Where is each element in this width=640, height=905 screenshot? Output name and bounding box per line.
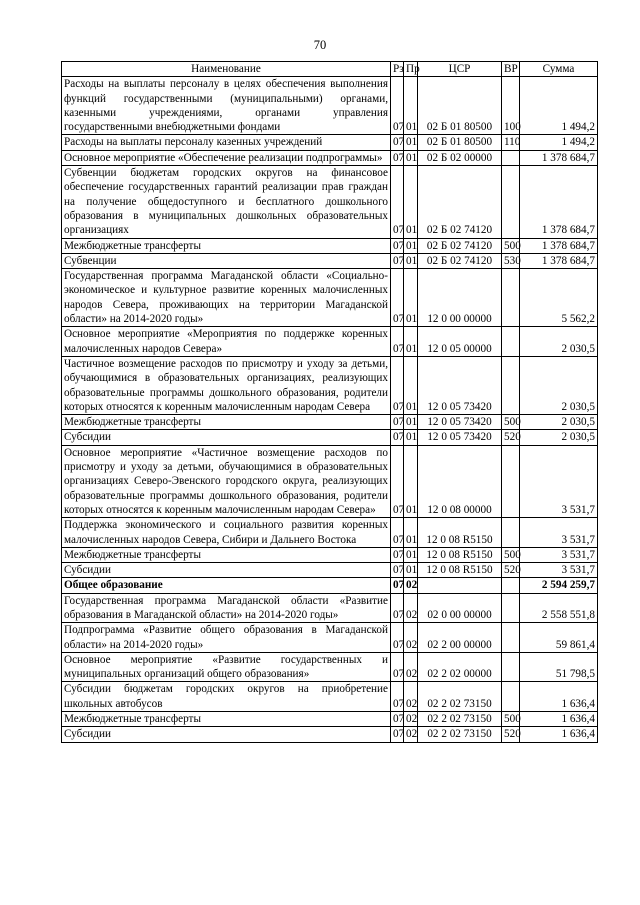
row-rz-cell: 07 (391, 563, 404, 578)
row-rz-cell: 07 (391, 712, 404, 727)
row-vr-cell: 520 (502, 727, 520, 742)
row-vr-cell (502, 682, 520, 712)
row-rz-cell: 07 (391, 150, 404, 165)
row-pr-cell: 01 (404, 238, 418, 253)
table-row (62, 593, 598, 623)
row-vr-cell (502, 445, 520, 517)
table-row (62, 356, 598, 414)
row-name-cell: Субсидии (62, 563, 391, 578)
row-sum-cell: 1 378 684,7 (520, 253, 598, 268)
row-rz-cell: 07 (391, 623, 404, 653)
row-rz-cell: 07 (391, 166, 404, 238)
table-row (62, 547, 598, 562)
row-rz-cell: 07 (391, 327, 404, 357)
table-row (62, 727, 598, 742)
column-header-name: Наименование (62, 62, 391, 77)
row-sum-cell: 1 494,2 (520, 135, 598, 150)
table-row (62, 445, 598, 517)
row-sum-cell: 1 378 684,7 (520, 166, 598, 238)
row-csr-cell: 12 0 00 00000 (418, 269, 502, 327)
table-row (62, 166, 598, 238)
row-csr-cell: 12 0 08 00000 (418, 445, 502, 517)
row-sum-cell: 1 378 684,7 (520, 150, 598, 165)
row-vr-cell (502, 150, 520, 165)
row-vr-cell: 110 (502, 135, 520, 150)
table-header-row (62, 62, 598, 77)
row-name-cell: Основное мероприятие «Развитие государственных и муниципальных организаций общего образования» (62, 652, 391, 682)
row-csr-cell: 02 2 02 73150 (418, 727, 502, 742)
row-name-cell: Частичное возмещение расходов по присмотру и уходу за детьми, обучающимися в образовательных организациях, реализующих образовательные программы дошкольного образования, родители которых относятся к коренным малочисленным народам Севера (62, 356, 391, 414)
row-csr-cell: 02 Б 01 80500 (418, 135, 502, 150)
row-name-cell: Субсидии (62, 430, 391, 445)
row-sum-cell: 2 558 551,8 (520, 593, 598, 623)
table-row (62, 712, 598, 727)
row-csr-cell: 02 2 02 73150 (418, 712, 502, 727)
row-name-cell: Государственная программа Магаданской области «Развитие образования в Магаданской области» на 2014-2020 годы» (62, 593, 391, 623)
table-row (62, 518, 598, 548)
row-sum-cell: 1 378 684,7 (520, 238, 598, 253)
row-name-cell: Основное мероприятие «Мероприятия по поддержке коренных малочисленных народов Севера» (62, 327, 391, 357)
row-name-cell: Поддержка экономического и социального развития коренных малочисленных народов Севера, Сибири и Дальнего Востока (62, 518, 391, 548)
row-rz-cell: 07 (391, 415, 404, 430)
row-vr-cell (502, 356, 520, 414)
row-sum-cell: 3 531,7 (520, 445, 598, 517)
row-rz-cell: 07 (391, 430, 404, 445)
row-name-cell: Субвенции (62, 253, 391, 268)
row-rz-cell: 07 (391, 578, 404, 593)
row-rz-cell: 07 (391, 518, 404, 548)
row-name-cell: Общее образование (62, 578, 391, 593)
row-pr-cell: 01 (404, 135, 418, 150)
row-pr-cell: 01 (404, 415, 418, 430)
row-sum-cell: 1 636,4 (520, 682, 598, 712)
table-row (62, 327, 598, 357)
row-csr-cell: 02 Б 02 74120 (418, 238, 502, 253)
column-header-rz: Рз (391, 62, 404, 77)
row-sum-cell: 1 636,4 (520, 712, 598, 727)
row-csr-cell: 12 0 08 R5150 (418, 563, 502, 578)
table-row (62, 415, 598, 430)
row-pr-cell: 02 (404, 727, 418, 742)
row-rz-cell: 07 (391, 547, 404, 562)
row-rz-cell: 07 (391, 593, 404, 623)
row-pr-cell: 01 (404, 327, 418, 357)
row-pr-cell: 02 (404, 593, 418, 623)
row-vr-cell (502, 652, 520, 682)
row-pr-cell: 01 (404, 445, 418, 517)
row-sum-cell: 2 030,5 (520, 430, 598, 445)
row-name-cell: Расходы на выплаты персоналу в целях обеспечения выполнения функций государственными (муниципальными) органами, казенными учреждениями, органами управления государственными внебюджетными фондами (62, 77, 391, 135)
row-sum-cell: 2 030,5 (520, 415, 598, 430)
row-sum-cell: 1 636,4 (520, 727, 598, 742)
row-vr-cell (502, 518, 520, 548)
table-row (62, 682, 598, 712)
table-row (62, 269, 598, 327)
row-pr-cell: 01 (404, 150, 418, 165)
row-csr-cell: 12 0 08 R5150 (418, 518, 502, 548)
row-name-cell: Межбюджетные трансферты (62, 547, 391, 562)
row-csr-cell: 12 0 05 73420 (418, 415, 502, 430)
row-csr-cell: 02 Б 02 74120 (418, 253, 502, 268)
row-pr-cell: 01 (404, 563, 418, 578)
row-name-cell: Межбюджетные трансферты (62, 712, 391, 727)
row-vr-cell: 500 (502, 547, 520, 562)
row-csr-cell: 12 0 05 73420 (418, 356, 502, 414)
row-rz-cell: 07 (391, 269, 404, 327)
row-name-cell: Субсидии (62, 727, 391, 742)
row-name-cell: Субсидии бюджетам городских округов на приобретение школьных автобусов (62, 682, 391, 712)
row-vr-cell (502, 166, 520, 238)
row-sum-cell: 3 531,7 (520, 518, 598, 548)
row-sum-cell: 1 494,2 (520, 77, 598, 135)
row-csr-cell (418, 578, 502, 593)
row-sum-cell: 5 562,2 (520, 269, 598, 327)
row-csr-cell: 02 2 00 00000 (418, 623, 502, 653)
row-rz-cell: 07 (391, 445, 404, 517)
row-sum-cell: 3 531,7 (520, 547, 598, 562)
row-pr-cell: 01 (404, 166, 418, 238)
row-name-cell: Подпрограмма «Развитие общего образования в Магаданской области» на 2014-2020 годы» (62, 623, 391, 653)
row-csr-cell: 02 2 02 73150 (418, 682, 502, 712)
row-vr-cell: 100 (502, 77, 520, 135)
row-sum-cell: 2 030,5 (520, 327, 598, 357)
row-vr-cell (502, 593, 520, 623)
row-csr-cell: 12 0 05 73420 (418, 430, 502, 445)
row-csr-cell: 02 2 02 00000 (418, 652, 502, 682)
row-vr-cell (502, 269, 520, 327)
row-pr-cell: 02 (404, 578, 418, 593)
row-pr-cell: 01 (404, 430, 418, 445)
row-sum-cell: 2 030,5 (520, 356, 598, 414)
row-csr-cell: 12 0 08 R5150 (418, 547, 502, 562)
table-row (62, 135, 598, 150)
row-rz-cell: 07 (391, 356, 404, 414)
table-row (62, 77, 598, 135)
row-sum-cell: 59 861,4 (520, 623, 598, 653)
row-name-cell: Межбюджетные трансферты (62, 415, 391, 430)
row-vr-cell: 500 (502, 238, 520, 253)
table-row (62, 430, 598, 445)
row-rz-cell: 07 (391, 253, 404, 268)
row-rz-cell: 07 (391, 135, 404, 150)
row-sum-cell: 2 594 259,7 (520, 578, 598, 593)
column-header-csr: ЦСР (418, 62, 502, 77)
table-row (62, 652, 598, 682)
row-pr-cell: 01 (404, 518, 418, 548)
column-header-vr: ВР (502, 62, 520, 77)
row-pr-cell: 01 (404, 253, 418, 268)
row-rz-cell: 07 (391, 727, 404, 742)
row-pr-cell: 01 (404, 356, 418, 414)
row-rz-cell: 07 (391, 652, 404, 682)
row-sum-cell: 3 531,7 (520, 563, 598, 578)
row-pr-cell: 02 (404, 623, 418, 653)
row-rz-cell: 07 (391, 238, 404, 253)
row-name-cell: Государственная программа Магаданской области «Социально-экономическое и культурное развитие коренных малочисленных народов Севера, проживающих на территории Магаданской области» на 2014-2020 годы» (62, 269, 391, 327)
row-name-cell: Расходы на выплаты персоналу казенных учреждений (62, 135, 391, 150)
row-name-cell: Основное мероприятие «Обеспечение реализации подпрограммы» (62, 150, 391, 165)
row-csr-cell: 02 Б 01 80500 (418, 77, 502, 135)
row-vr-cell (502, 578, 520, 593)
row-name-cell: Субвенции бюджетам городских округов на финансовое обеспечение государственных гарантий реализации прав граждан на получение общедоступного и бесплатного дошкольного образования в муниципальных дошкольных образовательных организациях (62, 166, 391, 238)
row-pr-cell: 02 (404, 652, 418, 682)
table-row (62, 238, 598, 253)
row-rz-cell: 07 (391, 77, 404, 135)
row-name-cell: Межбюджетные трансферты (62, 238, 391, 253)
row-pr-cell: 02 (404, 682, 418, 712)
row-csr-cell: 02 Б 02 00000 (418, 150, 502, 165)
row-name-cell: Основное мероприятие «Частичное возмещение расходов по присмотру и уходу за детьми, обучающимися в образовательных организациях Северо-Эвенского городского округа, реализующих образовательные программы дошкольного образования, родители которых относятся к коренным малочисленным народам Севера» (62, 445, 391, 517)
row-vr-cell (502, 623, 520, 653)
table-row (62, 253, 598, 268)
column-header-pr: Пр (404, 62, 418, 77)
row-pr-cell: 01 (404, 269, 418, 327)
row-rz-cell: 07 (391, 682, 404, 712)
row-vr-cell: 500 (502, 712, 520, 727)
table-row (62, 150, 598, 165)
row-sum-cell: 51 798,5 (520, 652, 598, 682)
column-header-sum: Сумма (520, 62, 598, 77)
row-csr-cell: 12 0 05 00000 (418, 327, 502, 357)
row-vr-cell: 520 (502, 430, 520, 445)
page-number: 70 (313, 38, 327, 52)
row-vr-cell (502, 327, 520, 357)
row-pr-cell: 01 (404, 77, 418, 135)
table-body (62, 77, 598, 742)
row-vr-cell: 520 (502, 563, 520, 578)
row-vr-cell: 530 (502, 253, 520, 268)
table-row (62, 578, 598, 593)
budget-table (61, 61, 598, 743)
row-vr-cell: 500 (502, 415, 520, 430)
table-row (62, 563, 598, 578)
row-pr-cell: 02 (404, 712, 418, 727)
table-row (62, 623, 598, 653)
row-pr-cell: 01 (404, 547, 418, 562)
row-csr-cell: 02 Б 02 74120 (418, 166, 502, 238)
row-csr-cell: 02 0 00 00000 (418, 593, 502, 623)
